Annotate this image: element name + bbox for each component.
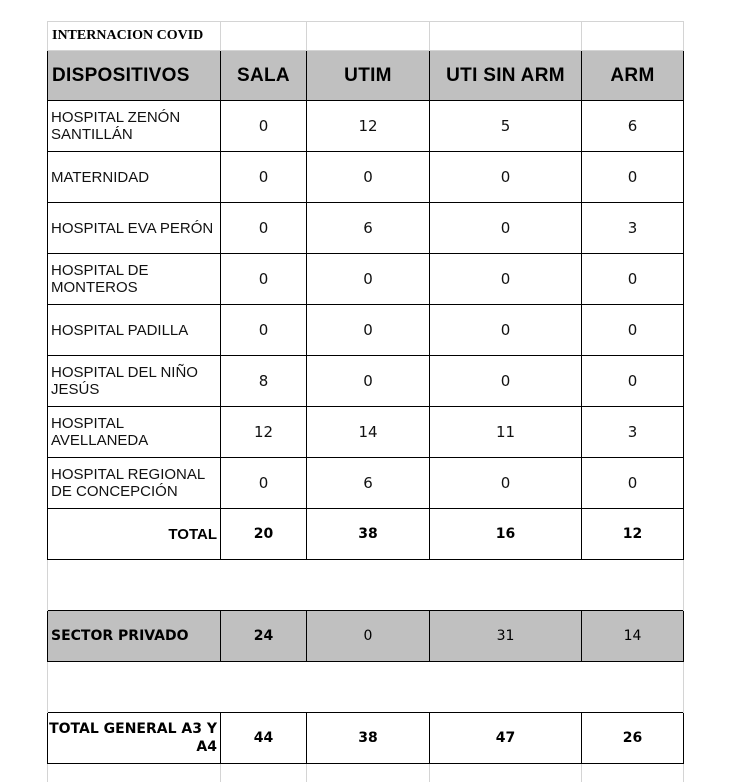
empty-cell[interactable] xyxy=(221,22,307,51)
arm-value[interactable]: 0 xyxy=(582,305,684,356)
utim-value[interactable]: 14 xyxy=(307,407,430,458)
utim-value[interactable]: 0 xyxy=(307,152,430,203)
header-uti-sin-arm[interactable]: UTI SIN ARM xyxy=(430,51,582,101)
hospital-name[interactable]: HOSPITAL PADILLA xyxy=(48,305,221,356)
header-row xyxy=(48,51,684,101)
hospital-name[interactable]: HOSPITAL REGIONAL DE CONCEPCIÓN xyxy=(48,458,221,509)
total-general-arm[interactable]: 26 xyxy=(582,713,684,764)
sala-value[interactable]: 0 xyxy=(221,152,307,203)
sector-privado-uti-sin-arm[interactable]: 31 xyxy=(430,611,582,662)
sector-privado-utim[interactable]: 0 xyxy=(307,611,430,662)
sala-value[interactable]: 0 xyxy=(221,203,307,254)
hospital-name[interactable]: HOSPITAL AVELLANEDA xyxy=(48,407,221,458)
total-label[interactable]: TOTAL xyxy=(48,509,221,560)
total-general-sala[interactable]: 44 xyxy=(221,713,307,764)
table-row xyxy=(48,305,684,356)
empty-cell[interactable] xyxy=(430,22,582,51)
header-arm[interactable]: ARM xyxy=(582,51,684,101)
empty-cell[interactable] xyxy=(48,662,684,713)
title-row xyxy=(48,22,684,51)
hospital-name[interactable]: HOSPITAL DEL NIÑO JESÚS xyxy=(48,356,221,407)
internacion-table xyxy=(47,21,684,782)
empty-cell[interactable] xyxy=(48,764,221,782)
total-utim[interactable]: 38 xyxy=(307,509,430,560)
utim-value[interactable]: 0 xyxy=(307,305,430,356)
arm-value[interactable]: 0 xyxy=(582,254,684,305)
hospital-name[interactable]: HOSPITAL ZENÓN SANTILLÁN xyxy=(48,101,221,152)
empty-cell[interactable] xyxy=(307,764,430,782)
arm-value[interactable]: 6 xyxy=(582,101,684,152)
spacer-row xyxy=(48,662,684,713)
empty-cell[interactable] xyxy=(582,22,684,51)
total-general-label[interactable]: TOTAL GENERAL A3 Y A4 xyxy=(48,713,221,764)
hospital-name[interactable]: HOSPITAL EVA PERÓN xyxy=(48,203,221,254)
sala-value[interactable]: 12 xyxy=(221,407,307,458)
table-row xyxy=(48,356,684,407)
header-dispositivos[interactable]: DISPOSITIVOS xyxy=(48,51,221,101)
empty-cell[interactable] xyxy=(430,764,582,782)
uti-sin-arm-value[interactable]: 0 xyxy=(430,203,582,254)
sector-privado-sala[interactable]: 24 xyxy=(221,611,307,662)
uti-sin-arm-value[interactable]: 5 xyxy=(430,101,582,152)
header-sala[interactable]: SALA xyxy=(221,51,307,101)
spacer-row xyxy=(48,560,684,611)
spacer-row xyxy=(48,764,684,782)
hospital-name[interactable]: MATERNIDAD xyxy=(48,152,221,203)
table-row xyxy=(48,101,684,152)
total-uti-sin-arm[interactable]: 16 xyxy=(430,509,582,560)
sala-value[interactable]: 0 xyxy=(221,101,307,152)
utim-value[interactable]: 0 xyxy=(307,254,430,305)
utim-value[interactable]: 6 xyxy=(307,458,430,509)
empty-cell[interactable] xyxy=(307,22,430,51)
arm-value[interactable]: 0 xyxy=(582,458,684,509)
spreadsheet xyxy=(47,21,684,782)
arm-value[interactable]: 3 xyxy=(582,203,684,254)
sector-privado-row xyxy=(48,611,684,662)
sector-privado-label[interactable]: SECTOR PRIVADO xyxy=(48,611,221,662)
utim-value[interactable]: 0 xyxy=(307,356,430,407)
uti-sin-arm-value[interactable]: 11 xyxy=(430,407,582,458)
empty-cell[interactable] xyxy=(582,764,684,782)
utim-value[interactable]: 12 xyxy=(307,101,430,152)
table-row xyxy=(48,458,684,509)
total-general-utim[interactable]: 38 xyxy=(307,713,430,764)
sala-value[interactable]: 0 xyxy=(221,458,307,509)
utim-value[interactable]: 6 xyxy=(307,203,430,254)
sheet-title[interactable]: INTERNACION COVID xyxy=(48,22,221,51)
arm-value[interactable]: 0 xyxy=(582,356,684,407)
table-row xyxy=(48,152,684,203)
uti-sin-arm-value[interactable]: 0 xyxy=(430,356,582,407)
hospital-name[interactable]: HOSPITAL DE MONTEROS xyxy=(48,254,221,305)
arm-value[interactable]: 0 xyxy=(582,152,684,203)
empty-cell[interactable] xyxy=(221,764,307,782)
table-row xyxy=(48,407,684,458)
total-general-row xyxy=(48,713,684,764)
sala-value[interactable]: 0 xyxy=(221,254,307,305)
uti-sin-arm-value[interactable]: 0 xyxy=(430,254,582,305)
total-sala[interactable]: 20 xyxy=(221,509,307,560)
sala-value[interactable]: 8 xyxy=(221,356,307,407)
sector-privado-arm[interactable]: 14 xyxy=(582,611,684,662)
sala-value[interactable]: 0 xyxy=(221,305,307,356)
uti-sin-arm-value[interactable]: 0 xyxy=(430,305,582,356)
arm-value[interactable]: 3 xyxy=(582,407,684,458)
table-row xyxy=(48,203,684,254)
total-general-uti-sin-arm[interactable]: 47 xyxy=(430,713,582,764)
uti-sin-arm-value[interactable]: 0 xyxy=(430,152,582,203)
header-utim[interactable]: UTIM xyxy=(307,51,430,101)
table-row xyxy=(48,254,684,305)
total-row xyxy=(48,509,684,560)
total-arm[interactable]: 12 xyxy=(582,509,684,560)
uti-sin-arm-value[interactable]: 0 xyxy=(430,458,582,509)
empty-cell[interactable] xyxy=(48,560,684,611)
